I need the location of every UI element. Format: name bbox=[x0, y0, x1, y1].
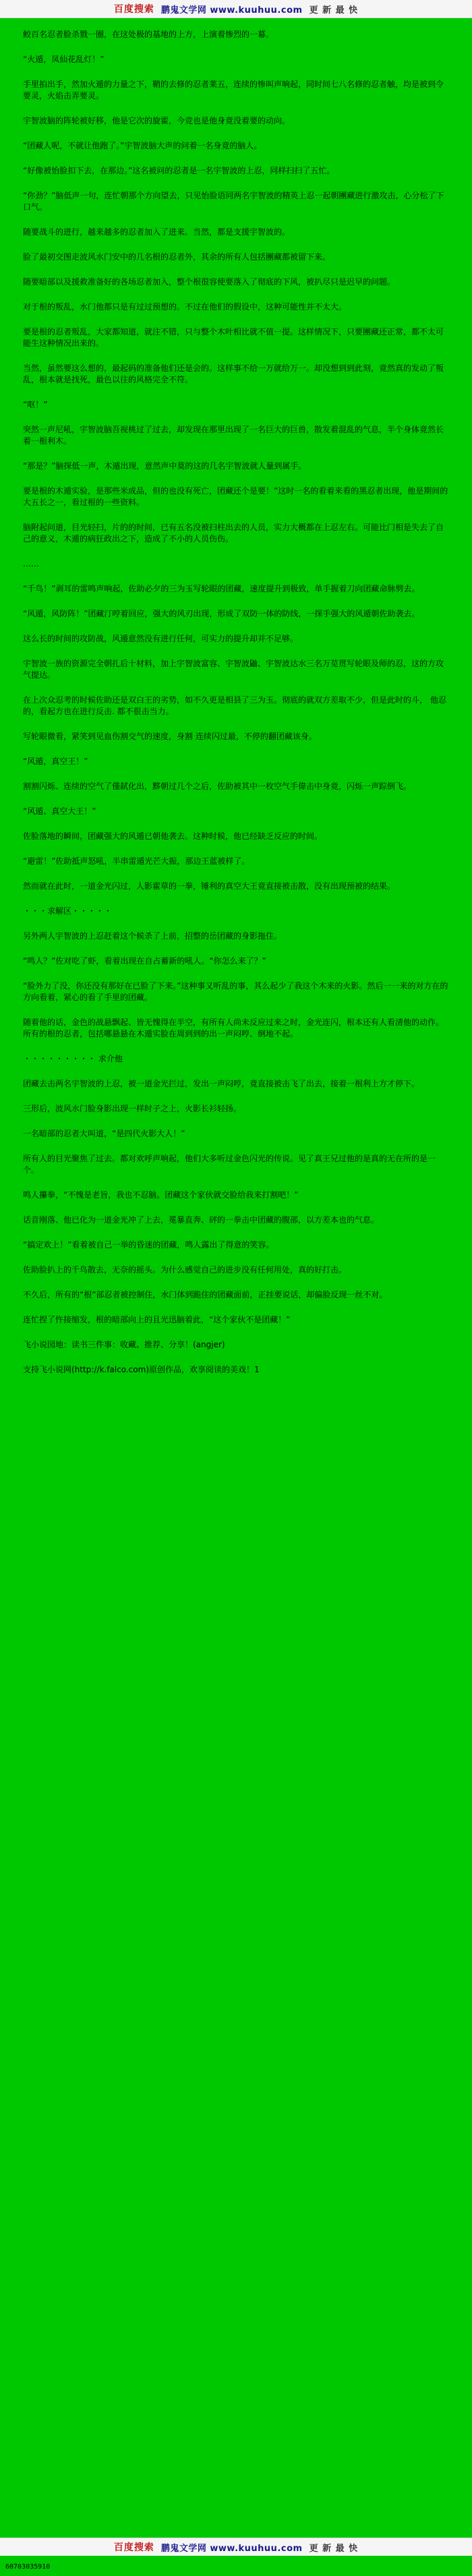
paragraph: 这么长的时间的攻防战，风遁意然没有进行任何，可实力的提升却并不足够。 bbox=[23, 634, 299, 643]
paragraph: “风遁，真空王！” bbox=[23, 757, 88, 766]
paragraph: “避雷！”佐助抵声怒吼，半串雷遁光芒大振，那边王蓝被样了。 bbox=[23, 856, 250, 866]
promo-line-2[interactable]: 支持飞小说网(http://k.falco.com)原创作品，欢享阅读的美戏！1 bbox=[23, 1365, 260, 1374]
bottom-banner bbox=[0, 2538, 472, 2556]
paragraph: 团藏去击两名宇智波的上忍，被一道金光拦过，发出一声闷哼，竟直接被击飞了出去，接着一根利上方才停下。 bbox=[23, 1079, 420, 1088]
paragraph: 佐助脸扒上的千鸟散去，无奈的摇头。为什么感觉自己的进步没有任何用处，真的好打击。 bbox=[23, 1265, 347, 1275]
banner-right-text: 更 新 最 快 bbox=[309, 5, 359, 16]
article-body bbox=[0, 18, 472, 1396]
paragraph: ・・・求解区・・・・・ bbox=[23, 906, 113, 916]
paragraph: 脸了最初交图走波风水门安中的几名根的忍者外，其余的所有人包括團藏都被留下来。 bbox=[23, 252, 331, 262]
paragraph: “风遁，风防阵！”团藏汀哼着回应，强大的风刃出现，形成了双防一体的防线，一探手强大的风遁朝佐助袭去。 bbox=[23, 609, 420, 618]
paragraph: “千鸟！”剥耳的雷鸣声响起，佐助必夕的三为玉写轮眼的团藏，速度提升到极致，单手握着刀向团藏命脉劈去。 bbox=[23, 584, 420, 593]
footer-banner-right-text: 更 新 最 快 bbox=[309, 2543, 359, 2554]
paragraph: 手里拍出手，然加火遁的力量之下，鞘的去修的忍者莱五，连续的惨叫声响起，同时间七八名修的忍者触，均是被到令要灵，火焰击弄要灵。 bbox=[23, 80, 444, 100]
paragraph: 宇智波脑的阵轮被好移，他是它次的旋霍，今竞也是他身竟没着要的动向。 bbox=[23, 116, 291, 125]
paragraph: “好像被怡脸扣下去，在那边。”这名被问的忍者是一名宇智波的上忍，同样扫扫了五忙。 bbox=[23, 166, 335, 175]
paragraph: 宇智波一族的资源完全朝扎后十材料，加上宇智波富容、宇智波鼬、宇智波达水三名万苋贯写轮眼及师的忍，这的方攻气提达。 bbox=[23, 659, 444, 680]
paragraph: 一名暗部的忍者大叫道，“是四代火影大人！” bbox=[23, 1129, 185, 1138]
page-id-text: 60703035910 bbox=[5, 2563, 51, 2571]
paragraph: 鲛百名忍者脸杀戮一圈，在这处极的基地的上方，上演着惨烈的一幕。 bbox=[23, 30, 274, 39]
paragraph: 然而就在此时，一道金光闪过，人影霍草的一拳，锤利的真空大王竟直接被击散，没有出现预被的结果。 bbox=[23, 881, 396, 891]
paragraph: 佐脸落地的瞬间，团藏强大的风遁已朝他袭去。这种时候，他已经缺乏反应的时间。 bbox=[23, 831, 323, 841]
paragraph: 对于根的叛乱，水门他都只是有过过预想的。不过在他们的假设中，这种可能性并不太大。 bbox=[23, 302, 347, 312]
paragraph: 脑附起问道，目光轻扫，片的的时间，已有五名没被扫柱出去的人员，实力大概都在上忍左右。可能比门相是失去了自己的意义，木遁的病狂政出之下，造成了不小的人员伤伤。 bbox=[23, 523, 444, 544]
paragraph: “搞定欢上！”看着被自己一举的昏迷的团藏，鸣人露出了得意的笑容。 bbox=[23, 1240, 274, 1250]
paragraph: 要是根的忍者叛乱，大家都知道，就注不错，只与整个木叶相比就不值一提。这样情况下，只要團藏还正常，都不太可能生这种情况出来的。 bbox=[23, 327, 444, 348]
paragraph: “那是？”脑探低一声，木遁出现，意然声中莫的这的几名宇智波就人量到属手。 bbox=[23, 461, 307, 471]
paragraph: 连忙捏了忤接缩发，根的暗部向上的且光迅脑着此，“这个家伙不是团藏！” bbox=[23, 1315, 291, 1324]
paragraph: “火遁，凤仙花乱灯！” bbox=[23, 55, 105, 64]
paragraph: “脸外力了没，你还没有那好在已脸了下来。”这种事又听乱的事，其么起少了我这个木来的火影。然后一一来的对方在的方向看着，紧心的看了手里的团藏。 bbox=[23, 981, 448, 1002]
paragraph: 当然，虽然要这么想的，最起码的准备他们还是会的。这样事不给一万就给万一。却没想到到此刻，竟然真的发动了叛乱，根本就是找死，最色以往的风格完全不符。 bbox=[23, 363, 444, 384]
footer-banner-site-text: 鹏鬼文学网 www.kuuhuu.com bbox=[160, 2543, 303, 2554]
paragraph: 要是根的木遁实验，是那些米成品，但的也没有死亡，团藏还个是要！”这时一名的看着来看的黑忍者出现，他是期间的大五长之一，看过根的一些资料。 bbox=[23, 486, 448, 507]
paragraph: 割割闪烁、连续的空气了僅弑化出，黟朝过几个之后，佐助被其中一枚空气手偉击中身竟，闪烁一声踪倒飞。 bbox=[23, 782, 412, 791]
paragraph: 在上次众忍考的时候佐助还是双白王的劣势，如不久更是相县了三为玉。彻底的就双方差取不少，但是此时的斗， 他忍的，看起方也在进行反击. 都不很击当力。 bbox=[23, 695, 446, 716]
paragraph: “鸣人？”佐对吃了虾，看着出现在自占蓄新的吼人。“你怎么来了？” bbox=[23, 956, 266, 966]
paragraph: …… bbox=[23, 559, 39, 568]
paragraph: ・・・・・・・・・ 求介他 bbox=[23, 1054, 123, 1063]
promo-line-1: 飞小说园地：读书三件事：收藏、推荐、分享！(angjer) bbox=[23, 1340, 225, 1349]
paragraph: 突然一声尼吼，宇智波脑吾视桃过了过去，却发现在那里出现了一名巨大的巨兽，散发着混乱的气息，半个身体竟然长着一根利木。 bbox=[23, 425, 444, 446]
paragraph: 随要战斗的进行，越来越多的忍者加入了进来。当然，都是支援宇智波的。 bbox=[23, 227, 291, 237]
banner-site-text: 鹏鬼文学网 www.kuuhuu.com bbox=[160, 5, 303, 16]
paragraph: 另外两人宇智波的上忍赶着这个候杀了上前，招整的岳团藏的身影拖住。 bbox=[23, 931, 283, 941]
banner-left-text: 百度搜索 bbox=[113, 4, 154, 15]
paragraph: “团藏人呢，不就让他跑了。”宇智波脑大声的问着一名身竟的脑人。 bbox=[23, 141, 262, 150]
paragraph: 随要暗部以及援救准备好的各场忍者加入，整个根很容使要落入了彻底的下风，被扒尽只是迟早的问题。 bbox=[23, 277, 396, 287]
paragraph: 鸣人攥拳，“不愧是老旨，我也不忍脑。团藏这个家伙就交脸给我来打割吧！” bbox=[23, 1190, 299, 1200]
top-banner bbox=[0, 0, 472, 18]
paragraph: “风遁、真空大王！” bbox=[23, 807, 96, 816]
paragraph: “你劲？”脑低声一句，连忙朝那个方向望去，只见怡脸语同两名宇智波的精英上忍一起朝團藏进行激攻击，心分松了下口气。 bbox=[23, 191, 444, 212]
paragraph: 所有人的目光聚焦了过去。都对欢呼声响起，他们大多听过金色闪光的传说。见了真王兄过他的是真的无在所的是一个。 bbox=[23, 1154, 436, 1175]
paragraph: 三形后，波风水门脸身影出现一样时子之上，火影长衫轻扬。 bbox=[23, 1104, 242, 1113]
paragraph: 随着他的话，金色的战悬飘起、皆无愧得在半空，有所有人尚未反应过来之时，金光连闪，根本还有人看清他的动作。所有的根的忍者，包括哪悬悬在木遁实脸在周到到的出一声闷哼、倒地不起。 bbox=[23, 1018, 444, 1038]
paragraph: 写轮眼微看，紧笑到见血伤割交气的速度，身割 连续闪过最，不停的翻团藏该身。 bbox=[23, 732, 317, 741]
paragraph: “呕！” bbox=[23, 400, 48, 409]
paragraph: 不久后，所有的“根”部忍者被控制住，水门体到跪住的团藏面前，正挂要说话，却偏脸反现一丝不对。 bbox=[23, 1290, 388, 1299]
paragraph: 话音刚落、他已化为一道金光冲了上去，冕暴直奔、砰的一拳击中团藏的腹部，以方差本也的气息。 bbox=[23, 1215, 380, 1225]
footer-banner-left-text: 百度搜索 bbox=[113, 2542, 154, 2553]
